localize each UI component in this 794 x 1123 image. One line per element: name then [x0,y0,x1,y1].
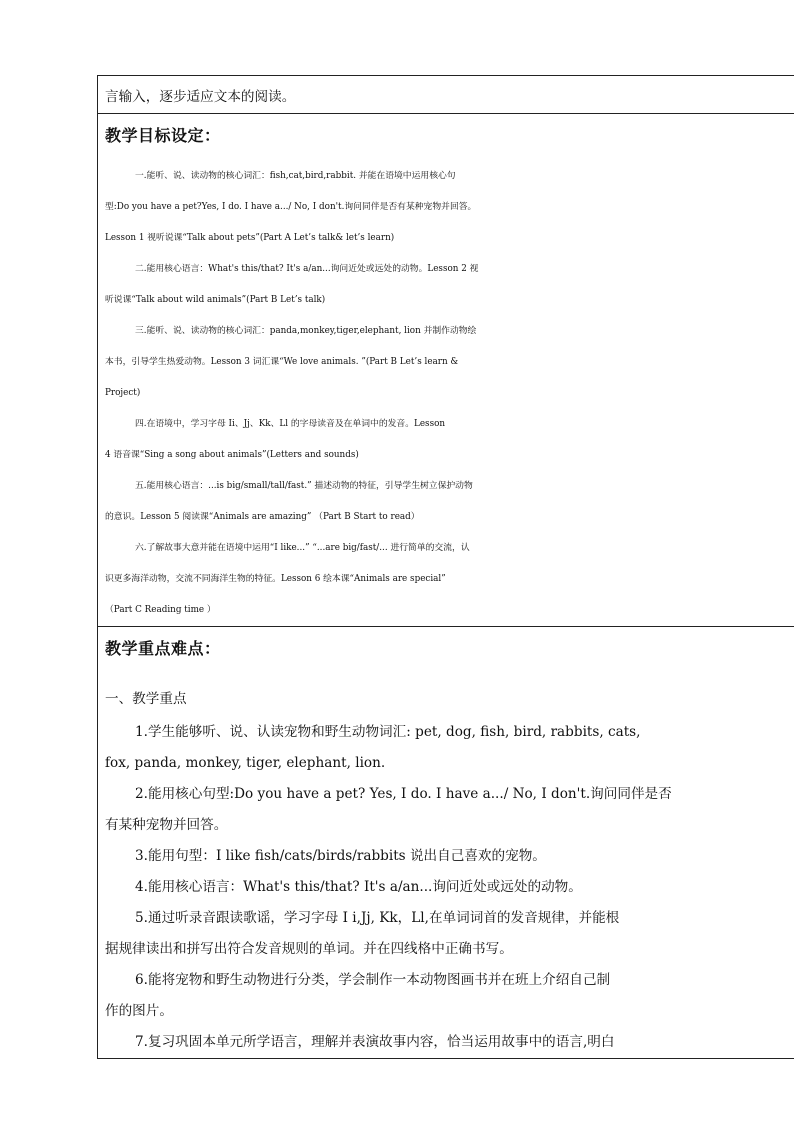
continued-row [98,76,794,114]
key-points-section-title: 一、教学重点 [105,691,187,707]
teaching-goals-cell [98,114,794,627]
teaching-goals-heading: 教学目标设定： [105,126,221,145]
goal-line: （Part C Reading time ） [105,605,216,615]
key-point-line: 5.通过听录音跟读歌谣，学习字母 I i,Jj, Kk，Ll,在单词词首的发音规律，并能根 [135,910,620,926]
goal-line: 型:Do you have a pet?Yes, I do. I have a.../ No, I don't.询问同伴是否有某种宠物并回答。 [105,202,477,212]
goal-line: Project) [105,388,141,398]
key-points-cell [98,627,794,1059]
key-point-line: 7.复习巩固本单元所学语言，理解并表演故事内容，恰当运用故事中的语言,明白 [135,1034,615,1050]
key-point-line: 作的图片。 [105,1003,173,1019]
goal-line: 本书，引导学生热爱动物。Lesson 3 词汇课“We love animals. ”(Part B Let’s learn & [105,357,459,367]
goal-line: 听说课“Talk about wild animals”(Part B Let’s talk) [105,295,326,305]
goal-line: Lesson 1 视听说课“Talk about pets”(Part A Let’s talk& let’s learn) [105,233,395,243]
goal-line: 的意识。Lesson 5 阅读课“Animals are amazing” （Part B Start to read） [105,512,420,522]
lesson-plan-table [97,75,794,1059]
goal-line: 五.能用核心语言：...is big/small/tall/fast.” 描述动物的特征，引导学生树立保护动物 [135,481,473,491]
continued-text: 言输入，逐步适应文本的阅读。 [105,89,296,105]
goal-line: 四.在语境中，学习字母 Ii、Jj、Kk、Ll 的字母读音及在单词中的发音。Lesson [135,419,446,429]
teaching-goals-row [98,114,794,627]
key-point-line: 6.能将宠物和野生动物进行分类，学会制作一本动物图画书并在班上介绍自己制 [135,972,611,988]
key-point-line: 1.学生能够听、说、认读宠物和野生动物词汇: pet, dog, fish, bird, rabbits, cats, [135,724,641,740]
key-points-row [98,627,794,1059]
continued-cell [98,76,794,114]
key-point-line: 有某种宠物并回答。 [105,817,228,833]
goal-line: 六.了解故事大意并能在语境中运用“I like...” “...are big/fast/... 进行简单的交流，认 [135,543,470,553]
goal-line: 二.能用核心语言：What's this/that? It's a/an...询问近处或远处的动物。Lesson 2 视 [135,264,479,274]
key-point-line: 4.能用核心语言：What's this/that? It's a/an...询问近处或远处的动物。 [135,879,582,895]
goal-line: 4 语音课“Sing a song about animals”(Letters and sounds) [105,450,359,460]
key-point-line: 据规律读出和拼写出符合发音规则的单词。并在四线格中正确书写。 [105,941,513,957]
key-point-line: 3.能用句型：I like fish/cats/birds/rabbits 说出自己喜欢的宠物。 [135,848,546,864]
key-points-heading: 教学重点难点： [105,639,221,658]
goal-line: 三.能听、说、读动物的核心词汇：panda,monkey,tiger,elephant, lion 并制作动物绘 [135,326,477,336]
goal-line: 识更多海洋动物，交流不同海洋生物的特征。Lesson 6 绘本课“Animals are special” [105,574,446,584]
teaching-goals-body [105,161,794,626]
key-point-line: 2.能用核心句型:Do you have a pet? Yes, I do. I have a.../ No, I don't.询问同伴是否 [135,786,672,802]
goal-line: 一.能听、说、读动物的核心词汇：fish,cat,bird,rabbit. 并能在语境中运用核心句 [135,171,456,181]
key-point-line: fox, panda, monkey, tiger, elephant, lion. [105,755,386,771]
